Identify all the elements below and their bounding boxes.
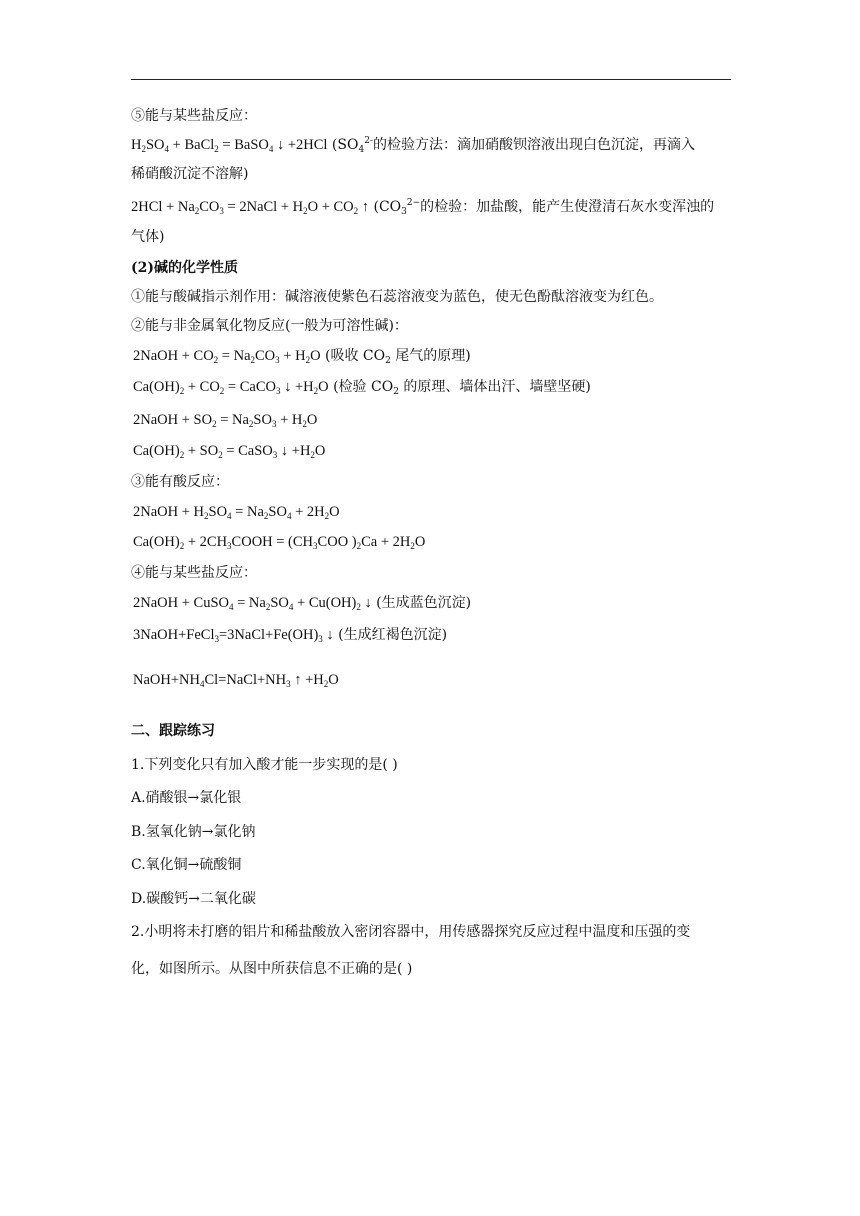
question-1-option-c: C.氧化铜→硫酸铜 <box>131 857 242 873</box>
equation-naoh-co2: 2NaOH + $CO_2 = Na_2CO_3 + H_2O$ (吸收 $CO_2$ 尾气的原理) <box>133 348 471 366</box>
equation-naoh-h2so4: 2NaOH + $H_2SO_4 = Na_2SO_4 + 2H_2O$ <box>133 504 340 521</box>
equation-h2so4-bacl2: $H_2SO_4$ + BaCl$_2$ = BaSO$_4$ ↓ +2HCl ($SO_4^{2-}$的检验方法：滴加硝酸钡溶液出现白色沉淀，再滴入 <box>131 136 695 155</box>
salt-reaction-heading: ⑤能与某些盐反应： <box>131 108 257 124</box>
base-property-4: ④能与某些盐反应： <box>131 565 257 581</box>
equation-naoh-so2: 2NaOH + $SO_2 = Na_2SO_3 + H_2O$ <box>133 412 318 429</box>
practice-heading: 二、跟踪练习 <box>131 723 215 739</box>
equation-hcl-note-cont: 气体) <box>131 229 165 245</box>
section-title-base: (2)碱的化学性质 <box>131 260 238 276</box>
base-property-3: ③能有酸反应： <box>131 474 229 490</box>
equation-naoh-nh4cl: $NaOH+NH_4Cl=NaCl+NH_3$ ↑ $+H_2O$ <box>133 672 339 689</box>
question-1-stem: 1.下列变化只有加入酸才能一步实现的是( ) <box>131 757 398 773</box>
base-property-2: ②能与非金属氧化物反应(一般为可溶性碱)： <box>131 318 408 334</box>
question-1-option-b: B.氢氧化钠→氯化钠 <box>131 824 256 840</box>
question-2-line-1: 2.小明将未打磨的铝片和稀盐酸放入密闭容器中，用传感器探究反应过程中温度和压强的变 <box>131 924 691 940</box>
cuso4-note: (生成蓝色沉淀) <box>376 595 472 611</box>
equation-naoh-cuso4: 2NaOH + CuSO$_4$ = $Na_2SO_4 + Cu(OH)_2$ ↓ (生成蓝色沉淀) <box>133 595 472 612</box>
base-property-1: ①能与酸碱指示剂作用：碱溶液使紫色石蕊溶液变为蓝色，使无色酚酞溶液变为红色。 <box>131 289 663 305</box>
equation-caoh2-so2: $Ca(OH)_2 + SO_2$ = CaSO$_3$ ↓ $+H_2O$ <box>133 443 326 460</box>
question-1-option-a: A.硝酸银→氯化银 <box>131 790 242 806</box>
question-1-option-d: D.碳酸钙→二氧化碳 <box>131 891 256 907</box>
equation-caoh2-acetic: $Ca(OH)_2$ + $2CH_3COOH = (CH_3COO$ )$_2Ca + 2H_2O$ <box>133 534 426 551</box>
equation-caoh2-co2: $Ca(OH)_2 + CO_2$ = CaCO$_3$ ↓ $+H_2O$ (检验 $CO_2$ 的原理、墙体出汗、墙壁坚硬) <box>133 379 591 397</box>
equation-naoh-fecl3: $3NaOH+FeCl_3=3NaCl+Fe(OH)_3$ ↓ (生成红褐色沉淀) <box>133 627 448 644</box>
question-2-line-2: 化，如图所示。从图中所获信息不正确的是( ) <box>131 961 413 977</box>
header-rule <box>131 79 731 80</box>
fecl3-note: (生成红褐色沉淀) <box>338 627 448 643</box>
equation-h2so4-note-cont: 稀硝酸沉淀不溶解) <box>131 166 249 182</box>
equation-hcl-na2co3: $2HCl + Na_2CO_3$ = 2NaCl + $H_2O + CO_2$ ↑ ($CO_3^{2-}$的检验：加盐酸，能产生使澄清石灰水变浑浊的 <box>131 198 715 217</box>
